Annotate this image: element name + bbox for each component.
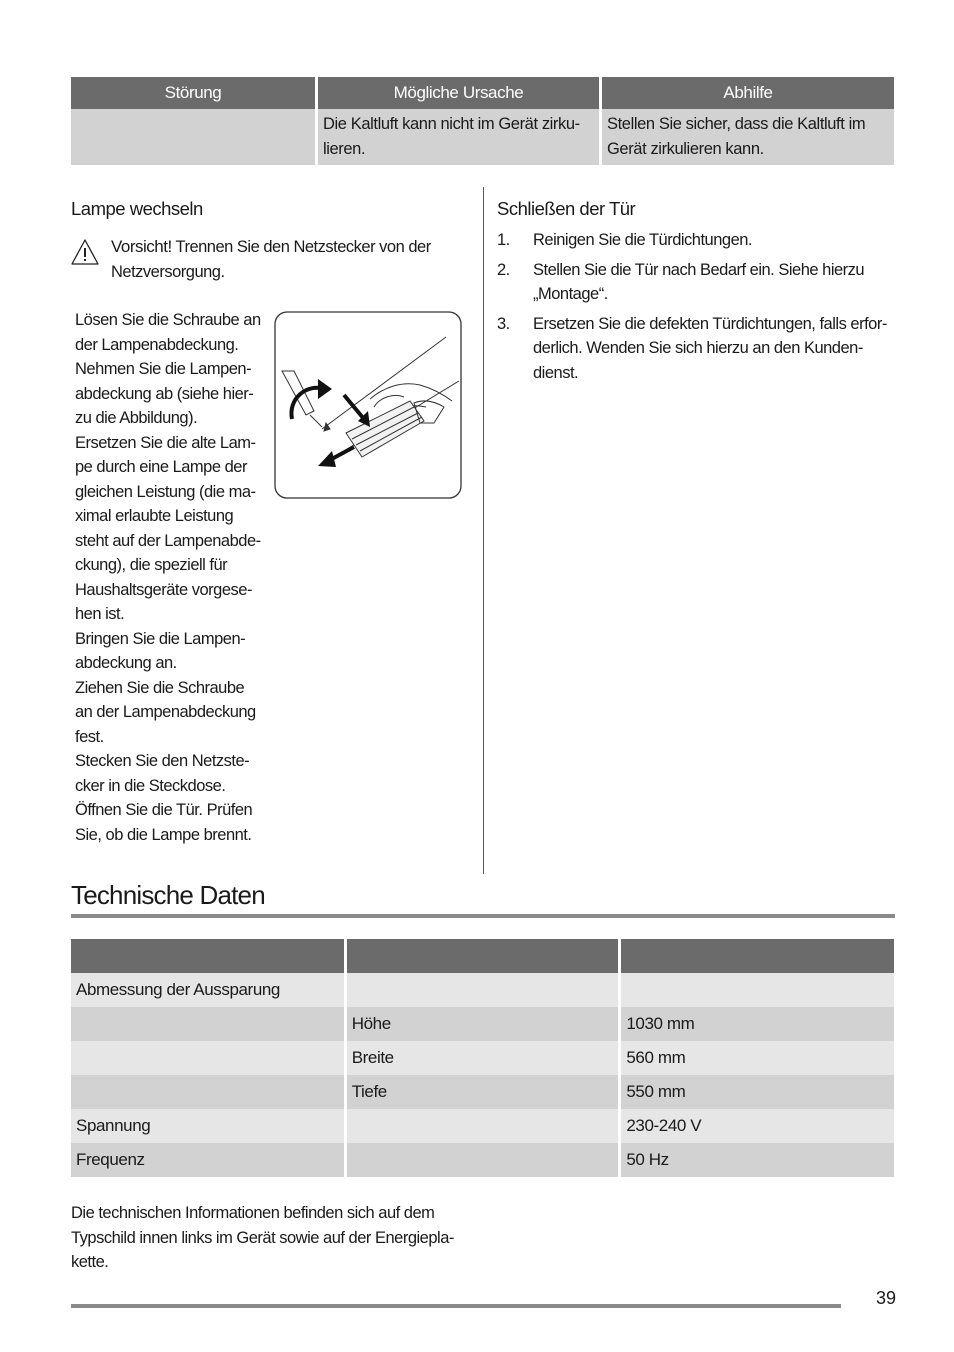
lamp-step-line: der Lampenabdeckung. <box>75 335 239 354</box>
tech-cell: 560 mm <box>621 1041 894 1075</box>
lamp-step-line: abdeckung ab (siehe hier- <box>75 384 254 403</box>
header-stoerung: Störung <box>71 77 315 109</box>
trouble-table-header <box>71 77 894 109</box>
list-item-text: „Montage“. <box>533 285 608 303</box>
tech-cell: 550 mm <box>621 1075 894 1109</box>
lamp-step-line: zu die Abbildung). <box>75 409 198 427</box>
cell-ursache <box>318 109 599 165</box>
lamp-step-line: Stecken Sie den Netzste- <box>75 752 250 770</box>
tech-cell <box>71 1007 344 1041</box>
tech-cell: 230-240 V <box>621 1109 894 1143</box>
tech-cell <box>621 973 894 1007</box>
tech-cell <box>347 1143 619 1177</box>
tech-header-2 <box>347 939 619 973</box>
warning-text-line-1: Trennen Sie den Netzstecker von der <box>171 238 431 256</box>
tech-cell: 50 Hz <box>621 1143 894 1177</box>
footer-rule <box>71 1304 841 1308</box>
tech-table <box>68 939 897 1177</box>
lamp-step-line: ckung), die speziell für <box>75 556 228 574</box>
lamp-step-line: Nehmen Sie die Lampen- <box>75 360 252 378</box>
list-item-number: 1. <box>497 231 510 249</box>
list-item-text: Stellen Sie die Tür nach Bedarf ein. Siehe hierzu <box>533 260 865 279</box>
tech-header-3 <box>621 939 894 973</box>
header-abhilfe: Abhilfe <box>602 77 894 109</box>
tech-cell: Abmessung der Aussparung <box>71 973 344 1007</box>
tech-note <box>71 1201 491 1275</box>
table-row <box>71 1007 894 1041</box>
lamp-step-line: fest. <box>75 727 104 746</box>
lamp-step-line: Öffnen Sie die Tür. Prüfen <box>75 801 253 819</box>
abhilfe-line-2: Gerät zirkulieren kann. <box>607 140 764 158</box>
lamp-heading: Lampe wechseln <box>71 198 203 219</box>
lamp-steps <box>75 308 275 847</box>
tech-header-1 <box>71 939 344 973</box>
lamp-step-line: Sie, ob die Lampe brennt. <box>75 825 252 844</box>
column-divider <box>483 187 484 874</box>
lamp-step-line: Lösen Sie die Schraube an <box>75 311 261 329</box>
door-heading: Schließen der Tür <box>497 198 636 219</box>
table-row <box>71 1143 894 1177</box>
warning-text-line-2: Netzversorgung. <box>111 262 225 281</box>
trouble-table <box>68 77 897 165</box>
list-item <box>497 312 897 386</box>
lamp-step-line: abdeckung an. <box>75 654 177 672</box>
list-item-text: dienst. <box>533 363 579 382</box>
tech-cell: 1030 mm <box>621 1007 894 1041</box>
table-row <box>71 973 894 1007</box>
lamp-illustration <box>274 311 462 499</box>
cell-stoerung <box>71 109 315 165</box>
warning-text <box>111 235 451 284</box>
table-row <box>71 1075 894 1109</box>
lamp-step-line: steht auf der Lampenabde- <box>75 531 261 550</box>
lamp-step-line: Ziehen Sie die Schraube <box>75 678 245 697</box>
warning-icon <box>70 237 100 267</box>
tech-title-rule <box>71 914 895 918</box>
tech-note-line-3: kette. <box>71 1253 109 1271</box>
page-number: 39 <box>876 1288 897 1308</box>
list-item-number: 2. <box>497 260 510 279</box>
lamp-step-line: an der Lampenabdeckung <box>75 703 256 721</box>
lamp-step-line: gleichen Leistung (die ma- <box>75 482 256 501</box>
lamp-step-line: cker in die Steckdose. <box>75 776 226 795</box>
table-row <box>71 1041 894 1075</box>
lamp-step-line: Bringen Sie die Lampen- <box>75 629 246 648</box>
list-item <box>497 258 897 307</box>
table-row <box>71 1109 894 1143</box>
ursache-line-2: lieren. <box>323 140 366 158</box>
door-steps <box>497 228 897 390</box>
list-item-text: Reinigen Sie die Türdichtungen. <box>533 231 753 249</box>
tech-table-header <box>71 939 894 973</box>
lamp-step-line: pe durch eine Lampe der <box>75 458 247 476</box>
lamp-step-line: Ersetzen Sie die alte Lam- <box>75 433 256 452</box>
tech-title: Technische Daten <box>71 880 265 910</box>
tech-cell: Spannung <box>71 1109 344 1143</box>
list-item <box>497 228 897 253</box>
lamp-step-line: ximal erlaubte Leistung <box>75 507 234 525</box>
tech-cell <box>347 1109 619 1143</box>
tech-cell: Frequenz <box>71 1143 344 1177</box>
tech-note-line-1: Die technischen Informationen befinden sich auf dem <box>71 1204 435 1222</box>
tech-cell: Höhe <box>347 1007 619 1041</box>
tech-note-line-2: Typschild innen links im Gerät sowie auf der Energiepla- <box>71 1228 454 1247</box>
tech-cell: Tiefe <box>347 1075 619 1109</box>
cell-abhilfe <box>602 109 894 165</box>
list-item-text: Ersetzen Sie die defekten Türdichtungen, falls erfor- <box>533 314 887 333</box>
lamp-step-line: Haushaltsgeräte vorgese- <box>75 580 252 599</box>
tech-cell <box>71 1075 344 1109</box>
lamp-step-line: hen ist. <box>75 605 125 623</box>
tech-cell <box>347 973 619 1007</box>
tech-cell <box>71 1041 344 1075</box>
list-item-number: 3. <box>497 314 510 333</box>
list-item-text: derlich. Wenden Sie sich hierzu an den Kunden- <box>533 339 863 357</box>
ursache-line-1: Die Kaltluft kann nicht im Gerät zirku- <box>323 115 580 133</box>
abhilfe-line-1: Stellen Sie sicher, dass die Kaltluft im <box>607 115 866 133</box>
header-ursache: Mögliche Ursache <box>318 77 599 109</box>
warning-label: Vorsicht! <box>111 237 172 256</box>
tech-cell: Breite <box>347 1041 619 1075</box>
table-row <box>71 109 894 165</box>
